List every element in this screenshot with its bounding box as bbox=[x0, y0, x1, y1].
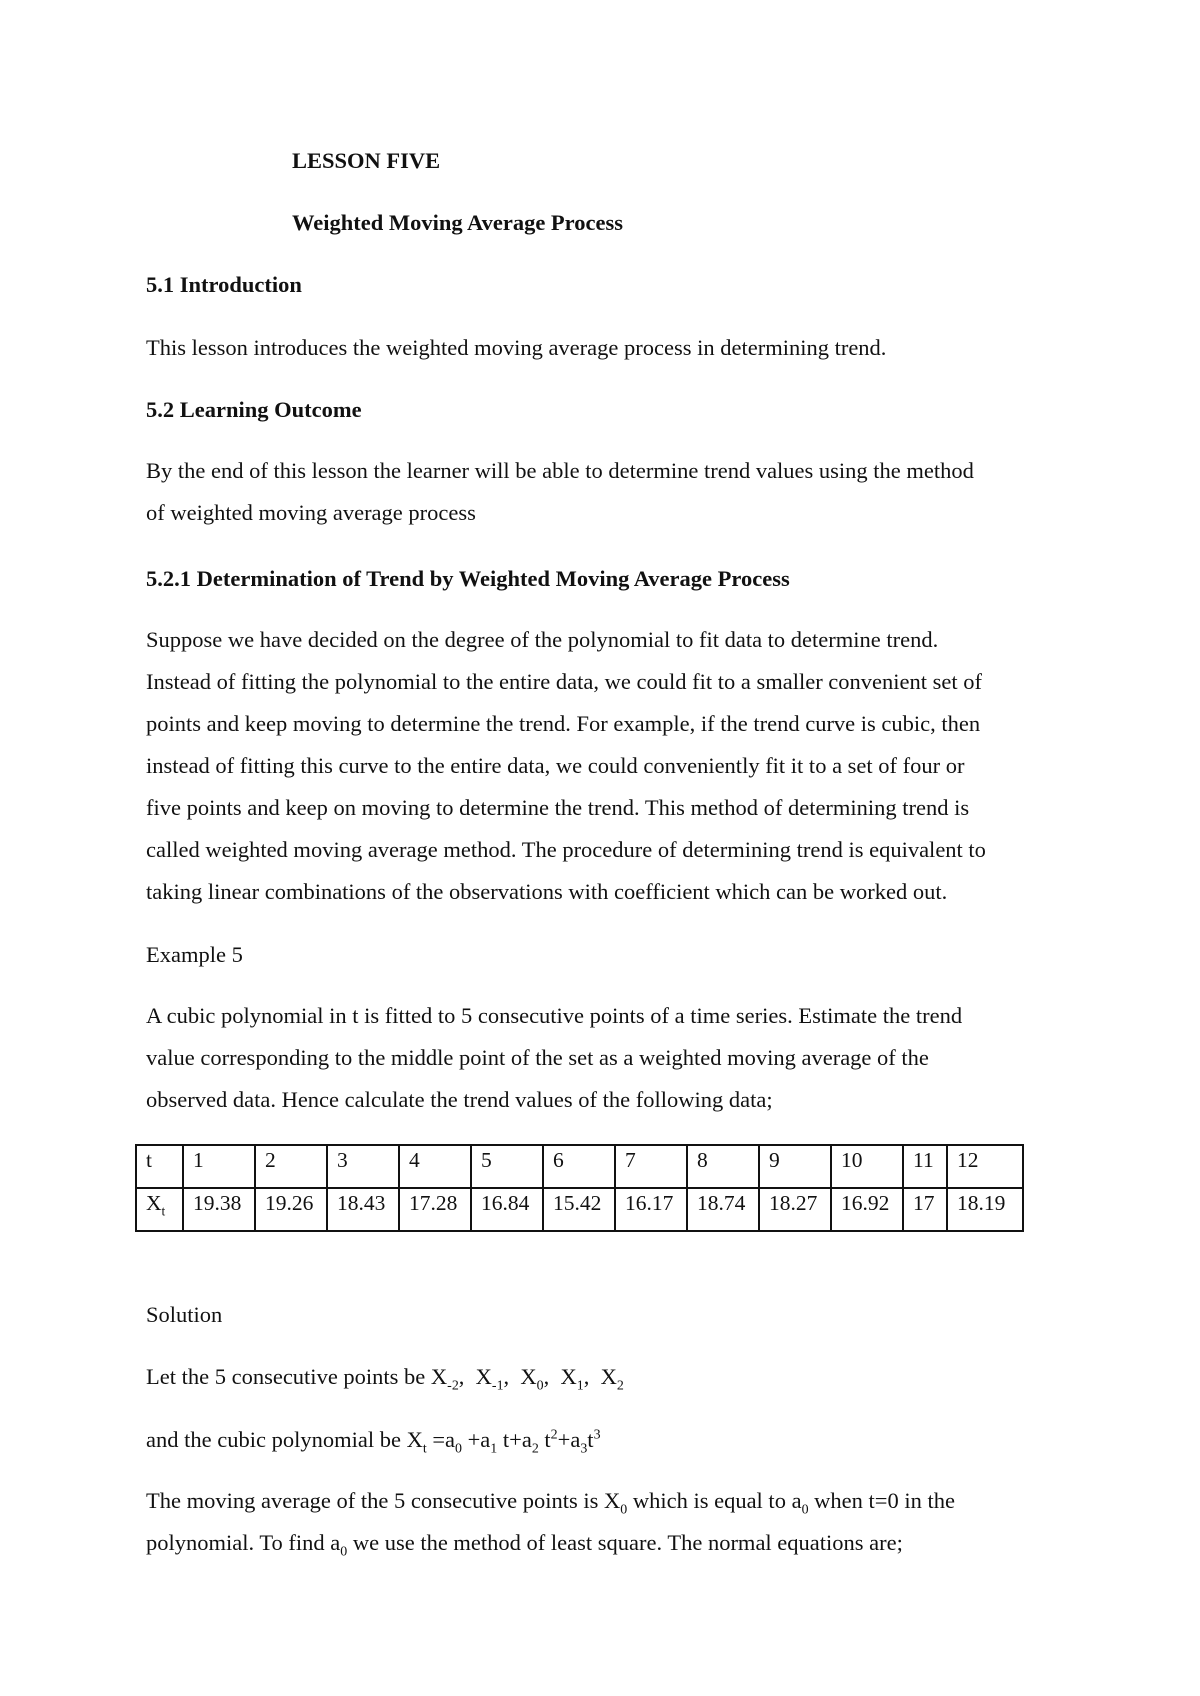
paragraph-line: five points and keep on moving to determine the trend. This method of determining trend is bbox=[146, 795, 970, 820]
section-521-paragraph bbox=[146, 619, 986, 913]
paragraph-line: polynomial. To find $a_0$ we use the method of least square. The normal equations are; bbox=[146, 1530, 903, 1560]
intro-heading: 5.1 Introduction bbox=[146, 272, 302, 297]
table-cell: 17 bbox=[903, 1188, 947, 1231]
table-cell: 18.27 bbox=[759, 1188, 831, 1231]
table-row-t bbox=[136, 1145, 1023, 1188]
table-cell: 1 bbox=[183, 1145, 255, 1188]
table-cell: 5 bbox=[471, 1145, 543, 1188]
moving-average-paragraph bbox=[146, 1480, 955, 1564]
table-cell: 19.38 bbox=[183, 1188, 255, 1231]
table-cell: 10 bbox=[831, 1145, 903, 1188]
paragraph-line: The moving average of the 5 consecutive points is $X_0$ which is equal to $a_0$ when t=0 in the bbox=[146, 1488, 955, 1518]
table-cell: 18.19 bbox=[947, 1188, 1023, 1231]
outcome-paragraph bbox=[146, 450, 974, 534]
table-cell: 18.74 bbox=[687, 1188, 759, 1231]
table-cell: 16.92 bbox=[831, 1188, 903, 1231]
table-cell: 19.26 bbox=[255, 1188, 327, 1231]
table-cell: 18.43 bbox=[327, 1188, 399, 1231]
lesson-title: LESSON FIVE bbox=[292, 148, 441, 173]
solution-polynomial: and the cubic polynomial be $X_t =a_0 +a_1$ $t+a_2$ $t^2+a_3t^3$ bbox=[146, 1427, 601, 1457]
solution-points: Let the 5 consecutive points be $X_{-2}$, $X_{-1}$, $X_0$, $X_1$, $X_2$ bbox=[146, 1364, 624, 1394]
table-cell: 12 bbox=[947, 1145, 1023, 1188]
table-cell: 4 bbox=[399, 1145, 471, 1188]
example-paragraph bbox=[146, 995, 962, 1121]
table-cell: 2 bbox=[255, 1145, 327, 1188]
table-cell: 16.17 bbox=[615, 1188, 687, 1231]
paragraph-line: called weighted moving average method. The procedure of determining trend is equivalent to bbox=[146, 837, 986, 862]
table-cell: 16.84 bbox=[471, 1188, 543, 1231]
table-cell: 17.28 bbox=[399, 1188, 471, 1231]
lesson-subtitle: Weighted Moving Average Process bbox=[292, 210, 623, 235]
table-cell: 8 bbox=[687, 1145, 759, 1188]
section-521-heading: 5.2.1 Determination of Trend by Weighted Moving Average Process bbox=[146, 566, 790, 591]
table-row-label: t bbox=[136, 1145, 183, 1188]
table-cell: 9 bbox=[759, 1145, 831, 1188]
table-cell: 3 bbox=[327, 1145, 399, 1188]
table-row-x bbox=[136, 1188, 1023, 1231]
paragraph-line: taking linear combinations of the observations with coefficient which can be worked out. bbox=[146, 879, 948, 904]
table-cell: 7 bbox=[615, 1145, 687, 1188]
table-cell: 6 bbox=[543, 1145, 615, 1188]
outcome-heading: 5.2 Learning Outcome bbox=[146, 397, 362, 422]
outcome-line: By the end of this lesson the learner will be able to determine trend values using the method bbox=[146, 458, 974, 483]
example-line: observed data. Hence calculate the trend values of the following data; bbox=[146, 1087, 773, 1112]
table-row-label: $X_t$ bbox=[136, 1188, 183, 1231]
paragraph-line: Suppose we have decided on the degree of the polynomial to fit data to determine trend. bbox=[146, 627, 939, 652]
example-title: Example 5 bbox=[146, 942, 243, 967]
intro-text: This lesson introduces the weighted moving average process in determining trend. bbox=[146, 335, 887, 360]
solution-title: Solution bbox=[146, 1302, 223, 1327]
table-cell: 11 bbox=[903, 1145, 947, 1188]
data-table bbox=[135, 1144, 1024, 1232]
paragraph-line: points and keep moving to determine the trend. For example, if the trend curve is cubic, then bbox=[146, 711, 981, 736]
outcome-line: of weighted moving average process bbox=[146, 500, 476, 525]
example-line: value corresponding to the middle point of the set as a weighted moving average of the bbox=[146, 1045, 929, 1070]
table-cell: 15.42 bbox=[543, 1188, 615, 1231]
paragraph-line: instead of fitting this curve to the entire data, we could conveniently fit it to a set of four or bbox=[146, 753, 965, 778]
example-line: A cubic polynomial in t is fitted to 5 consecutive points of a time series. Estimate the trend bbox=[146, 1003, 963, 1028]
paragraph-line: Instead of fitting the polynomial to the entire data, we could fit to a smaller convenient set of bbox=[146, 669, 983, 694]
